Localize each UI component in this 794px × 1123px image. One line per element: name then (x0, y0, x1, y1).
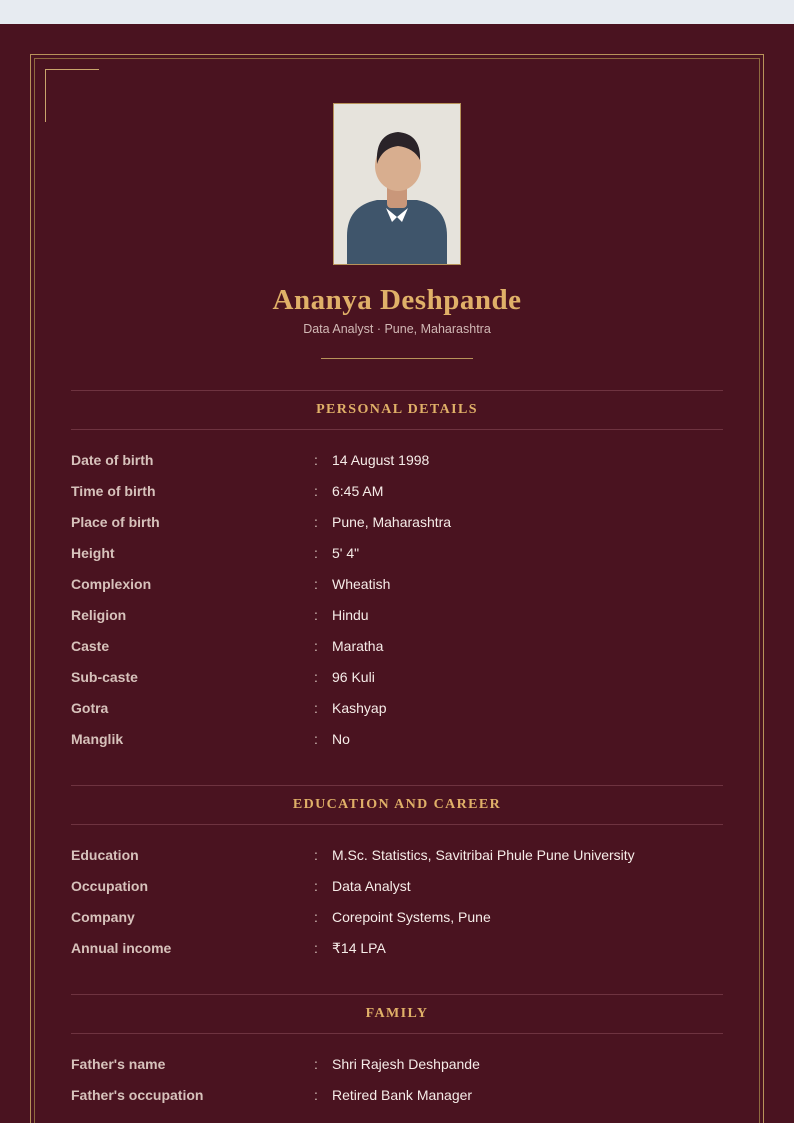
detail-value: M.Sc. Statistics, Savitribai Phule Pune University (332, 847, 635, 863)
detail-separator: : (314, 940, 318, 956)
detail-value: Retired Bank Manager (332, 1087, 473, 1103)
detail-value: 96 Kuli (332, 669, 375, 685)
detail-row-fathers-occupation (71, 1080, 723, 1111)
detail-separator: : (314, 483, 318, 499)
detail-separator: : (314, 847, 318, 863)
detail-separator: : (314, 731, 318, 747)
detail-label: Caste (71, 638, 110, 654)
detail-row-occupation (71, 871, 723, 902)
family-list (71, 1049, 723, 1111)
detail-value: 5' 4" (332, 545, 360, 561)
detail-separator: : (314, 909, 318, 925)
profile-subtitle: Data Analyst · Pune, Maharashtra (303, 322, 491, 336)
detail-separator: : (314, 700, 318, 716)
detail-row-manglik (71, 724, 723, 755)
profile-photo (333, 103, 461, 265)
detail-label: Father's name (71, 1056, 166, 1072)
detail-value: Shri Rajesh Deshpande (332, 1056, 480, 1072)
corner-ornament (45, 69, 99, 122)
detail-label: Sub-caste (71, 669, 138, 685)
detail-label: Manglik (71, 731, 124, 747)
section-title-personal-details: PERSONAL DETAILS (71, 390, 723, 430)
detail-separator: : (314, 576, 318, 592)
detail-value: Pune, Maharashtra (332, 514, 452, 530)
detail-row-religion (71, 600, 723, 631)
detail-label: Place of birth (71, 514, 160, 530)
detail-label: Religion (71, 607, 127, 623)
detail-row-fathers-name (71, 1049, 723, 1080)
detail-separator: : (314, 514, 318, 530)
detail-label: Education (71, 847, 139, 863)
education-career-list (71, 840, 723, 964)
detail-label: Complexion (71, 576, 152, 592)
detail-row-caste (71, 631, 723, 662)
detail-label: Gotra (71, 700, 109, 716)
detail-label: Occupation (71, 878, 149, 894)
detail-value: No (332, 731, 350, 747)
detail-row-date-of-birth (71, 445, 723, 476)
detail-row-sub-caste (71, 662, 723, 693)
detail-row-height (71, 538, 723, 569)
detail-label: Date of birth (71, 452, 154, 468)
detail-row-complexion (71, 569, 723, 600)
detail-separator: : (314, 607, 318, 623)
detail-value: Hindu (332, 607, 369, 623)
detail-row-place-of-birth (71, 507, 723, 538)
detail-label: Time of birth (71, 483, 156, 499)
detail-value: ₹14 LPA (332, 940, 386, 956)
detail-value: Wheatish (332, 576, 391, 592)
detail-separator: : (314, 452, 318, 468)
detail-row-time-of-birth (71, 476, 723, 507)
detail-separator: : (314, 669, 318, 685)
detail-row-company (71, 902, 723, 933)
profile-name: Ananya Deshpande (272, 284, 522, 316)
detail-value: 6:45 AM (332, 483, 384, 499)
browser-top-strip (0, 0, 794, 24)
detail-separator: : (314, 1087, 318, 1103)
detail-value: Kashyap (332, 700, 387, 716)
section-title-family: FAMILY (71, 994, 723, 1034)
detail-separator: : (314, 545, 318, 561)
biodata-page (0, 24, 794, 1123)
detail-value: Maratha (332, 638, 384, 654)
detail-separator: : (314, 878, 318, 894)
detail-row-annual-income (71, 933, 723, 964)
detail-row-education (71, 840, 723, 871)
name-divider (321, 358, 473, 359)
detail-value: Data Analyst (332, 878, 411, 894)
detail-label: Company (71, 909, 135, 925)
avatar-illustration (334, 104, 460, 264)
detail-separator: : (314, 1056, 318, 1072)
detail-separator: : (314, 638, 318, 654)
detail-label: Annual income (71, 940, 172, 956)
detail-value: Corepoint Systems, Pune (332, 909, 491, 925)
personal-details-list (71, 445, 723, 755)
section-title-education-career: EDUCATION AND CAREER (71, 785, 723, 825)
detail-label: Height (71, 545, 115, 561)
detail-label: Father's occupation (71, 1087, 204, 1103)
detail-row-gotra (71, 693, 723, 724)
detail-value: 14 August 1998 (332, 452, 430, 468)
